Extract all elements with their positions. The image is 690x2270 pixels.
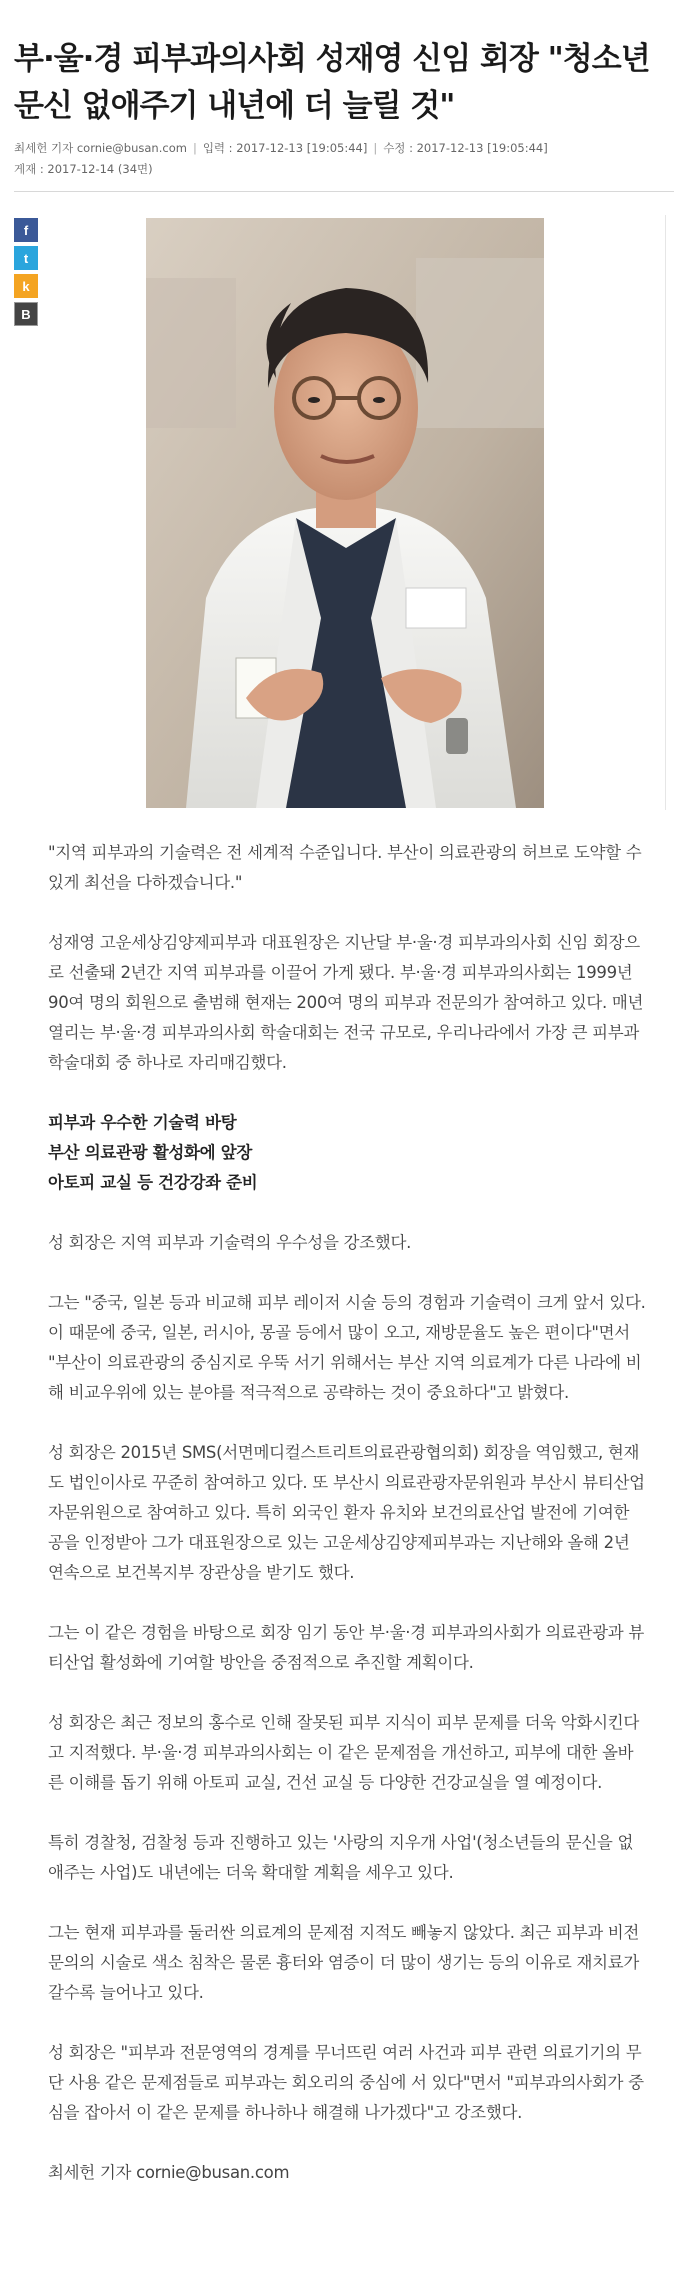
paragraph-3: 성 회장은 지역 피부과 기술력의 우수성을 강조했다. — [48, 1233, 412, 1252]
paragraph-2: 성재영 고운세상김양제피부과 대표원장은 지난달 부·울·경 피부과의사회 신임 회장으로 선출돼 2년간 지역 피부과를 이끌어 가게 됐다. 부·울·경 피부과의사회는 1999년 90여 명의 회원으로 출범해 현재는 200여 명의 피부과 전문의가 참여하고 있다. 매년 열리는 부·울·경 피부과의사회 학술대회는 전국 규모로, 우리나라에서 가장 큰 피부과 학술대회 중 하나로 자리매김했다. — [48, 933, 644, 1072]
paragraph-8: 특히 경찰청, 검찰청 등과 진행하고 있는 '사랑의 지우개 사업'(청소년들의 문신을 없애주는 사업)도 내년에는 더욱 확대할 계획을 세우고 있다. — [48, 1833, 634, 1882]
paragraph-10: 성 회장은 "피부과 전문영역의 경계를 무너뜨린 여러 사건과 피부 관련 의료기기의 무단 사용 같은 문제점들로 피부과는 회오리의 중심에 서 있다"면서 "피부과의사회가 중심을 잡아서 이 같은 문제를 하나하나 해결해 나가겠다"고 강조했다. — [48, 2043, 644, 2122]
byline: 최세헌 기자 cornie@busan.com — [48, 2163, 290, 2182]
paragraph-1: "지역 피부과의 기술력은 전 세계적 수준입니다. 부산이 의료관광의 허브로 도약할 수 있게 최선을 다하겠습니다." — [48, 843, 642, 892]
paragraph-9: 그는 현재 피부과를 둘러싼 의료계의 문제점 지적도 빼놓지 않았다. 최근 피부과 비전문의의 시술로 색소 침착은 물론 흉터와 염증이 더 많이 생기는 등의 이유로 재치료가 갈수록 늘어나고 있다. — [48, 1923, 640, 2002]
published-date: 게재 : 2017-12-14 (34면) — [14, 162, 153, 176]
article-body — [48, 838, 648, 2218]
input-date: 입력 : 2017-12-13 [19:05:44] — [202, 141, 368, 155]
subheading-2: 부산 의료관광 활성화에 앞장 — [48, 1143, 253, 1162]
subheading-1: 피부과 우수한 기술력 바탕 — [48, 1113, 237, 1132]
portrait-illustration — [146, 218, 544, 808]
facebook-icon[interactable]: f — [14, 218, 38, 242]
article-photo — [146, 218, 544, 808]
subheading-3: 아토피 교실 등 건강강좌 준비 — [48, 1173, 258, 1192]
modified-date: 수정 : 2017-12-13 [19:05:44] — [383, 141, 548, 155]
article-title: 부·울·경 피부과의사회 성재영 신임 회장 "청소년 문신 없애주기 내년에 더 늘릴 것" — [14, 41, 650, 124]
share-bar — [14, 218, 38, 330]
twitter-icon[interactable]: t — [14, 246, 38, 270]
meta-line-1: 최세헌 기자 cornie@busan.com | 입력 : 2017-12-13 [19:05:44] | 수정 : 2017-12-13 [19:05:44] — [14, 141, 548, 155]
author: 최세헌 기자 cornie@busan.com — [14, 141, 187, 155]
band-icon[interactable]: B — [14, 302, 38, 326]
paragraph-5: 성 회장은 2015년 SMS(서면메디컬스트리트의료관광협의회) 회장을 역임했고, 현재도 법인이사로 꾸준히 참여하고 있다. 또 부산시 의료관광자문위원과 부산시 뷰티산업자문위원으로 참여하고 있다. 특히 외국인 환자 유치와 보건의료산업 발전에 기여한 공을 인정받아 그가 대표원장으로 있는 고운세상김양제피부과는 지난해와 올해 2년 연속으로 보건복지부 장관상을 받기도 했다. — [48, 1443, 645, 1582]
subheadings — [48, 1108, 648, 1198]
paragraph-6: 그는 이 같은 경험을 바탕으로 회장 임기 동안 부·울·경 피부과의사회가 의료관광과 뷰티산업 활성화에 기여할 방안을 중점적으로 추진할 계획이다. — [48, 1623, 645, 1672]
header-divider — [14, 191, 674, 192]
paragraph-4: 그는 "중국, 일본 등과 비교해 피부 레이저 시술 등의 경험과 기술력이 크게 앞서 있다. 이 때문에 중국, 일본, 러시아, 몽골 등에서 많이 오고, 재방문율도 높은 편이다"면서 "부산이 의료관광의 중심지로 우뚝 서기 위해서는 부산 지역 의료계가 다른 나라에 비해 비교우위에 있는 분야를 적극적으로 공략하는 것이 중요하다"고 밝혔다. — [48, 1293, 646, 1402]
article-meta — [14, 138, 674, 180]
paragraph-7: 성 회장은 최근 정보의 홍수로 인해 잘못된 피부 지식이 피부 문제를 더욱 악화시킨다고 지적했다. 부·울·경 피부과의사회는 이 같은 문제점을 개선하고, 피부에 대한 올바른 이해를 돕기 위해 아토피 교실, 건선 교실 등 다양한 건강교실을 열 예정이다. — [48, 1713, 640, 1792]
content-divider — [665, 215, 666, 810]
kakaostory-icon[interactable]: k — [14, 274, 38, 298]
